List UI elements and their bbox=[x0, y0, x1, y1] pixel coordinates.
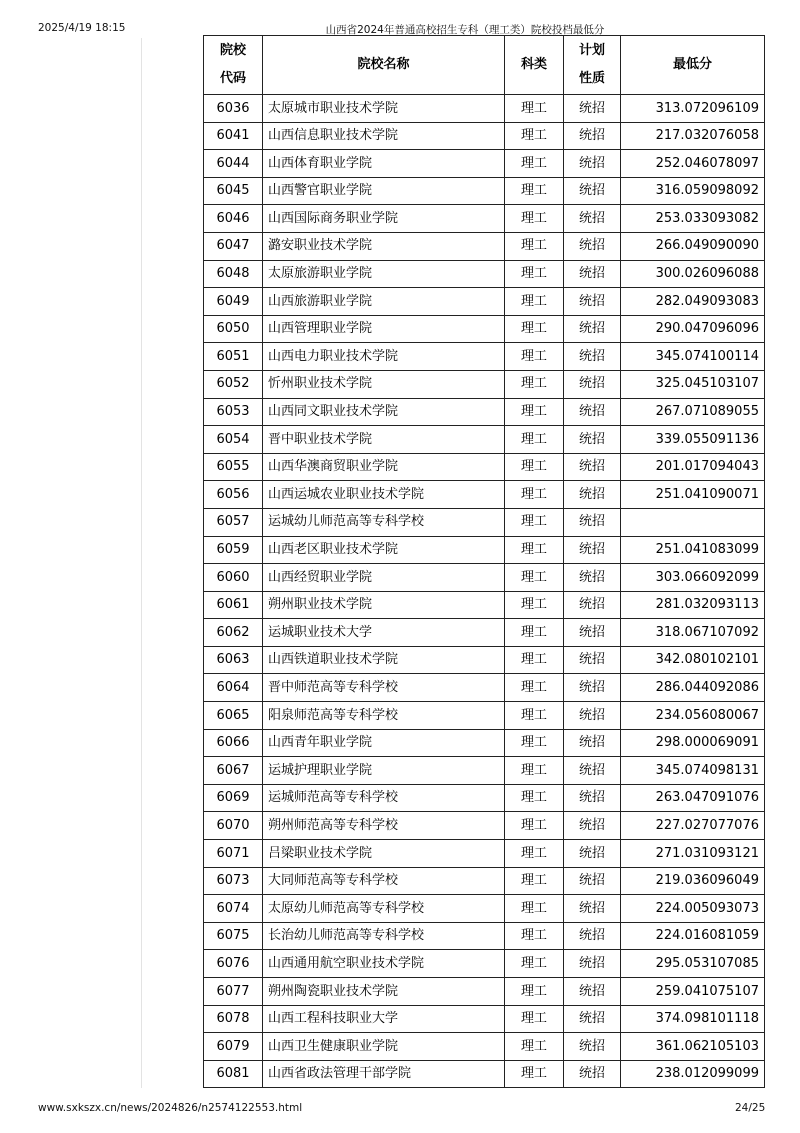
cell-plan-type: 统招 bbox=[564, 1005, 621, 1033]
table-row bbox=[204, 232, 765, 260]
table-row bbox=[204, 536, 765, 564]
cell-school-code: 6036 bbox=[204, 95, 263, 123]
cell-school-code: 6065 bbox=[204, 702, 263, 730]
cell-min-score: 281.032093113 bbox=[621, 591, 765, 619]
cell-plan-type: 统招 bbox=[564, 702, 621, 730]
cell-plan-type: 统招 bbox=[564, 591, 621, 619]
cell-school-name: 晋中师范高等专科学校 bbox=[263, 674, 505, 702]
cell-school-code: 6045 bbox=[204, 177, 263, 205]
table-header-row bbox=[204, 36, 765, 95]
cell-school-name: 晋中职业技术学院 bbox=[263, 426, 505, 454]
cell-min-score: 219.036096049 bbox=[621, 867, 765, 895]
cell-min-score: 339.055091136 bbox=[621, 426, 765, 454]
cell-school-code: 6063 bbox=[204, 646, 263, 674]
cell-school-name: 山西旅游职业学院 bbox=[263, 288, 505, 316]
cell-subject: 理工 bbox=[505, 1060, 564, 1088]
cell-school-name: 山西运城农业职业技术学院 bbox=[263, 481, 505, 509]
cell-min-score: 253.033093082 bbox=[621, 205, 765, 233]
cell-school-name: 山西铁道职业技术学院 bbox=[263, 646, 505, 674]
cell-plan-type: 统招 bbox=[564, 150, 621, 178]
cell-school-name: 山西管理职业学院 bbox=[263, 315, 505, 343]
cell-school-name: 山西电力职业技术学院 bbox=[263, 343, 505, 371]
cell-plan-type: 统招 bbox=[564, 922, 621, 950]
cell-school-code: 6046 bbox=[204, 205, 263, 233]
page-title: 山西省2024年普通高校招生专科（理工类）院校投档最低分 bbox=[325, 24, 605, 36]
cell-min-score bbox=[621, 508, 765, 536]
cell-school-name: 山西老区职业技术学院 bbox=[263, 536, 505, 564]
cell-plan-type: 统招 bbox=[564, 260, 621, 288]
cell-school-code: 6051 bbox=[204, 343, 263, 371]
table-row bbox=[204, 950, 765, 978]
cell-subject: 理工 bbox=[505, 812, 564, 840]
footer-url: www.sxkszx.cn/news/2024826/n2574122553.html bbox=[38, 1102, 303, 1114]
cell-min-score: 224.016081059 bbox=[621, 922, 765, 950]
cell-plan-type: 统招 bbox=[564, 757, 621, 785]
cell-subject: 理工 bbox=[505, 205, 564, 233]
cell-plan-type: 统招 bbox=[564, 674, 621, 702]
cell-school-code: 6062 bbox=[204, 619, 263, 647]
cell-subject: 理工 bbox=[505, 95, 564, 123]
cell-school-name: 朔州职业技术学院 bbox=[263, 591, 505, 619]
cell-subject: 理工 bbox=[505, 122, 564, 150]
cell-min-score: 217.032076058 bbox=[621, 122, 765, 150]
cell-plan-type: 统招 bbox=[564, 288, 621, 316]
page-margin-line bbox=[141, 38, 142, 1088]
column-header-score: 最低分 bbox=[621, 36, 765, 95]
column-header-code bbox=[204, 36, 263, 95]
cell-school-name: 阳泉师范高等专科学校 bbox=[263, 702, 505, 730]
table-row bbox=[204, 757, 765, 785]
cell-min-score: 266.049090090 bbox=[621, 232, 765, 260]
cell-school-name: 运城职业技术大学 bbox=[263, 619, 505, 647]
table-row bbox=[204, 784, 765, 812]
cell-min-score: 227.027077076 bbox=[621, 812, 765, 840]
cell-plan-type: 统招 bbox=[564, 177, 621, 205]
cell-subject: 理工 bbox=[505, 784, 564, 812]
cell-subject: 理工 bbox=[505, 591, 564, 619]
cell-min-score: 201.017094043 bbox=[621, 453, 765, 481]
cell-school-name: 运城护理职业学院 bbox=[263, 757, 505, 785]
cell-subject: 理工 bbox=[505, 370, 564, 398]
table-row bbox=[204, 1060, 765, 1088]
cell-school-code: 6059 bbox=[204, 536, 263, 564]
table-row bbox=[204, 646, 765, 674]
cell-school-code: 6075 bbox=[204, 922, 263, 950]
cell-plan-type: 统招 bbox=[564, 619, 621, 647]
cell-min-score: 234.056080067 bbox=[621, 702, 765, 730]
cell-subject: 理工 bbox=[505, 315, 564, 343]
cell-min-score: 286.044092086 bbox=[621, 674, 765, 702]
cell-plan-type: 统招 bbox=[564, 232, 621, 260]
table-row bbox=[204, 1005, 765, 1033]
table-row bbox=[204, 288, 765, 316]
cell-min-score: 342.080102101 bbox=[621, 646, 765, 674]
cell-min-score: 259.041075107 bbox=[621, 978, 765, 1006]
cell-subject: 理工 bbox=[505, 536, 564, 564]
cell-school-name: 山西华澳商贸职业学院 bbox=[263, 453, 505, 481]
cell-school-code: 6056 bbox=[204, 481, 263, 509]
cell-subject: 理工 bbox=[505, 978, 564, 1006]
cell-school-code: 6044 bbox=[204, 150, 263, 178]
cell-school-name: 朔州陶瓷职业技术学院 bbox=[263, 978, 505, 1006]
table-row bbox=[204, 260, 765, 288]
cell-subject: 理工 bbox=[505, 922, 564, 950]
cell-school-code: 6081 bbox=[204, 1060, 263, 1088]
cell-subject: 理工 bbox=[505, 508, 564, 536]
table-row bbox=[204, 398, 765, 426]
cell-min-score: 224.005093073 bbox=[621, 895, 765, 923]
cell-school-code: 6049 bbox=[204, 288, 263, 316]
table-row bbox=[204, 564, 765, 592]
cell-school-code: 6074 bbox=[204, 895, 263, 923]
cell-school-name: 吕梁职业技术学院 bbox=[263, 840, 505, 868]
cell-school-name: 山西工程科技职业大学 bbox=[263, 1005, 505, 1033]
cell-subject: 理工 bbox=[505, 950, 564, 978]
cell-plan-type: 统招 bbox=[564, 481, 621, 509]
cell-plan-type: 统招 bbox=[564, 95, 621, 123]
cell-subject: 理工 bbox=[505, 867, 564, 895]
cell-school-name: 忻州职业技术学院 bbox=[263, 370, 505, 398]
cell-plan-type: 统招 bbox=[564, 370, 621, 398]
column-header-plan-line1: 计划 bbox=[578, 43, 605, 58]
cell-school-code: 6053 bbox=[204, 398, 263, 426]
cell-school-name: 山西卫生健康职业学院 bbox=[263, 1033, 505, 1061]
cell-min-score: 271.031093121 bbox=[621, 840, 765, 868]
table-row bbox=[204, 177, 765, 205]
cell-subject: 理工 bbox=[505, 398, 564, 426]
admission-score-table bbox=[203, 35, 765, 1088]
cell-subject: 理工 bbox=[505, 260, 564, 288]
cell-subject: 理工 bbox=[505, 646, 564, 674]
cell-subject: 理工 bbox=[505, 895, 564, 923]
cell-school-name: 山西同文职业技术学院 bbox=[263, 398, 505, 426]
table-row bbox=[204, 619, 765, 647]
cell-school-code: 6048 bbox=[204, 260, 263, 288]
cell-min-score: 313.072096109 bbox=[621, 95, 765, 123]
cell-plan-type: 统招 bbox=[564, 812, 621, 840]
cell-plan-type: 统招 bbox=[564, 536, 621, 564]
cell-min-score: 303.066092099 bbox=[621, 564, 765, 592]
cell-min-score: 361.062105103 bbox=[621, 1033, 765, 1061]
table-row bbox=[204, 508, 765, 536]
cell-min-score: 282.049093083 bbox=[621, 288, 765, 316]
cell-min-score: 298.000069091 bbox=[621, 729, 765, 757]
table-row bbox=[204, 453, 765, 481]
table-row bbox=[204, 978, 765, 1006]
table-row bbox=[204, 729, 765, 757]
cell-school-name: 山西青年职业学院 bbox=[263, 729, 505, 757]
cell-min-score: 238.012099099 bbox=[621, 1060, 765, 1088]
cell-subject: 理工 bbox=[505, 674, 564, 702]
cell-school-name: 长治幼儿师范高等专科学校 bbox=[263, 922, 505, 950]
cell-subject: 理工 bbox=[505, 564, 564, 592]
cell-school-code: 6047 bbox=[204, 232, 263, 260]
cell-school-code: 6078 bbox=[204, 1005, 263, 1033]
cell-school-name: 山西信息职业技术学院 bbox=[263, 122, 505, 150]
cell-plan-type: 统招 bbox=[564, 1060, 621, 1088]
cell-school-name: 山西警官职业学院 bbox=[263, 177, 505, 205]
cell-min-score: 345.074100114 bbox=[621, 343, 765, 371]
cell-plan-type: 统招 bbox=[564, 315, 621, 343]
cell-subject: 理工 bbox=[505, 840, 564, 868]
cell-min-score: 318.067107092 bbox=[621, 619, 765, 647]
cell-plan-type: 统招 bbox=[564, 729, 621, 757]
cell-min-score: 251.041090071 bbox=[621, 481, 765, 509]
cell-school-name: 大同师范高等专科学校 bbox=[263, 867, 505, 895]
cell-school-name: 朔州师范高等专科学校 bbox=[263, 812, 505, 840]
cell-plan-type: 统招 bbox=[564, 564, 621, 592]
table-row bbox=[204, 343, 765, 371]
cell-school-name: 太原旅游职业学院 bbox=[263, 260, 505, 288]
cell-min-score: 263.047091076 bbox=[621, 784, 765, 812]
page-number: 24/25 bbox=[735, 1102, 766, 1114]
table-row bbox=[204, 674, 765, 702]
table-row bbox=[204, 922, 765, 950]
table-row bbox=[204, 702, 765, 730]
cell-subject: 理工 bbox=[505, 426, 564, 454]
column-header-plan bbox=[564, 36, 621, 95]
cell-subject: 理工 bbox=[505, 619, 564, 647]
table-row bbox=[204, 370, 765, 398]
table-row bbox=[204, 205, 765, 233]
cell-school-code: 6070 bbox=[204, 812, 263, 840]
column-header-code-line1: 院校 bbox=[219, 43, 246, 58]
cell-subject: 理工 bbox=[505, 1033, 564, 1061]
cell-school-code: 6060 bbox=[204, 564, 263, 592]
column-header-name: 院校名称 bbox=[263, 36, 505, 95]
cell-plan-type: 统招 bbox=[564, 508, 621, 536]
cell-plan-type: 统招 bbox=[564, 646, 621, 674]
cell-school-code: 6050 bbox=[204, 315, 263, 343]
cell-subject: 理工 bbox=[505, 729, 564, 757]
table-row bbox=[204, 840, 765, 868]
table-row bbox=[204, 867, 765, 895]
cell-school-code: 6077 bbox=[204, 978, 263, 1006]
cell-plan-type: 统招 bbox=[564, 950, 621, 978]
cell-plan-type: 统招 bbox=[564, 1033, 621, 1061]
cell-plan-type: 统招 bbox=[564, 840, 621, 868]
cell-subject: 理工 bbox=[505, 481, 564, 509]
cell-min-score: 251.041083099 bbox=[621, 536, 765, 564]
cell-min-score: 300.026096088 bbox=[621, 260, 765, 288]
cell-school-name: 太原城市职业技术学院 bbox=[263, 95, 505, 123]
cell-school-name: 太原幼儿师范高等专科学校 bbox=[263, 895, 505, 923]
cell-school-name: 山西体育职业学院 bbox=[263, 150, 505, 178]
table-body bbox=[204, 95, 765, 1088]
cell-plan-type: 统招 bbox=[564, 398, 621, 426]
cell-subject: 理工 bbox=[505, 288, 564, 316]
cell-plan-type: 统招 bbox=[564, 978, 621, 1006]
cell-school-name: 山西省政法管理干部学院 bbox=[263, 1060, 505, 1088]
cell-plan-type: 统招 bbox=[564, 867, 621, 895]
cell-school-name: 山西国际商务职业学院 bbox=[263, 205, 505, 233]
table-row bbox=[204, 426, 765, 454]
cell-subject: 理工 bbox=[505, 177, 564, 205]
cell-min-score: 267.071089055 bbox=[621, 398, 765, 426]
cell-min-score: 325.045103107 bbox=[621, 370, 765, 398]
cell-plan-type: 统招 bbox=[564, 784, 621, 812]
cell-school-code: 6076 bbox=[204, 950, 263, 978]
cell-school-code: 6071 bbox=[204, 840, 263, 868]
cell-school-name: 运城师范高等专科学校 bbox=[263, 784, 505, 812]
column-header-plan-line2: 性质 bbox=[578, 71, 605, 86]
cell-school-code: 6052 bbox=[204, 370, 263, 398]
cell-subject: 理工 bbox=[505, 150, 564, 178]
table-row bbox=[204, 95, 765, 123]
cell-subject: 理工 bbox=[505, 757, 564, 785]
cell-school-name: 山西经贸职业学院 bbox=[263, 564, 505, 592]
cell-school-code: 6054 bbox=[204, 426, 263, 454]
column-header-subject: 科类 bbox=[505, 36, 564, 95]
table-row bbox=[204, 315, 765, 343]
cell-subject: 理工 bbox=[505, 702, 564, 730]
cell-min-score: 345.074098131 bbox=[621, 757, 765, 785]
table-row bbox=[204, 895, 765, 923]
cell-subject: 理工 bbox=[505, 232, 564, 260]
cell-plan-type: 统招 bbox=[564, 895, 621, 923]
table-row bbox=[204, 812, 765, 840]
cell-min-score: 295.053107085 bbox=[621, 950, 765, 978]
cell-school-code: 6067 bbox=[204, 757, 263, 785]
cell-min-score: 252.046078097 bbox=[621, 150, 765, 178]
cell-school-code: 6066 bbox=[204, 729, 263, 757]
cell-school-code: 6055 bbox=[204, 453, 263, 481]
cell-min-score: 374.098101118 bbox=[621, 1005, 765, 1033]
table-row bbox=[204, 122, 765, 150]
cell-school-code: 6057 bbox=[204, 508, 263, 536]
table-row bbox=[204, 150, 765, 178]
cell-school-code: 6079 bbox=[204, 1033, 263, 1061]
cell-plan-type: 统招 bbox=[564, 453, 621, 481]
cell-subject: 理工 bbox=[505, 343, 564, 371]
print-datetime: 2025/4/19 18:15 bbox=[38, 22, 126, 34]
cell-plan-type: 统招 bbox=[564, 343, 621, 371]
table-row bbox=[204, 591, 765, 619]
cell-plan-type: 统招 bbox=[564, 426, 621, 454]
cell-school-name: 潞安职业技术学院 bbox=[263, 232, 505, 260]
column-header-code-line2: 代码 bbox=[219, 71, 246, 86]
cell-school-code: 6064 bbox=[204, 674, 263, 702]
cell-min-score: 316.059098092 bbox=[621, 177, 765, 205]
cell-subject: 理工 bbox=[505, 453, 564, 481]
cell-school-name: 运城幼儿师范高等专科学校 bbox=[263, 508, 505, 536]
cell-school-code: 6041 bbox=[204, 122, 263, 150]
cell-school-code: 6073 bbox=[204, 867, 263, 895]
cell-school-code: 6069 bbox=[204, 784, 263, 812]
table-row bbox=[204, 1033, 765, 1061]
cell-subject: 理工 bbox=[505, 1005, 564, 1033]
cell-school-name: 山西通用航空职业技术学院 bbox=[263, 950, 505, 978]
table-row bbox=[204, 481, 765, 509]
cell-plan-type: 统招 bbox=[564, 122, 621, 150]
cell-school-code: 6061 bbox=[204, 591, 263, 619]
cell-min-score: 290.047096096 bbox=[621, 315, 765, 343]
cell-plan-type: 统招 bbox=[564, 205, 621, 233]
